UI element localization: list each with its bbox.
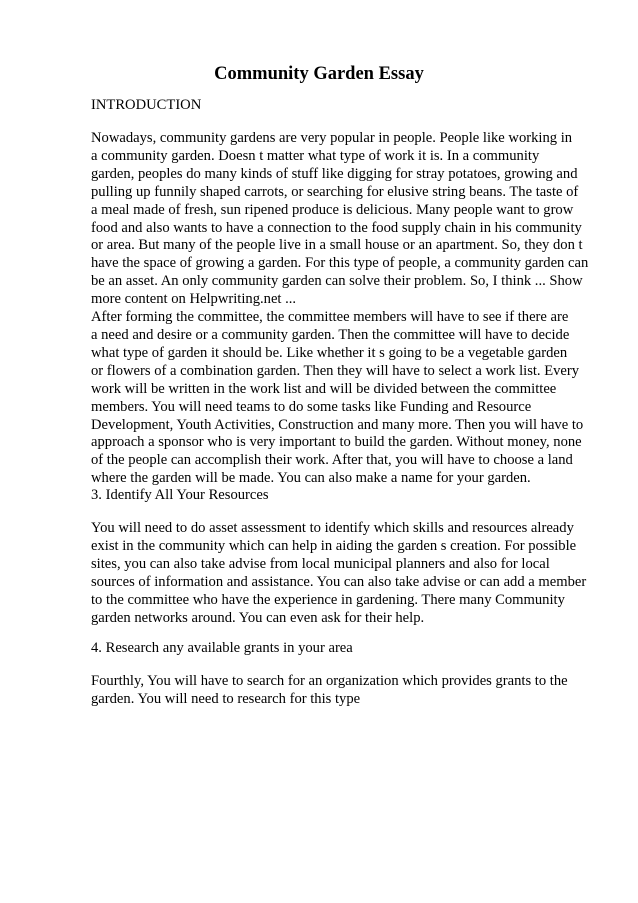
text-line: Nowadays, community gardens are very popular in people. People like working in [91,130,573,146]
text-line: You will need to do asset assessment to identify which skills and resources already [91,520,574,536]
text-line: a need and desire or a community garden. Then the committee will have to decide [91,326,570,343]
text-line: a community garden. Doesn t matter what type of work it is. In a community [91,147,540,164]
text-line: what type of garden it should be. Like whether it s going to be a vegetable garden [91,344,568,361]
text-line: where the garden will be made. You can also make a name for your garden. [91,470,531,487]
paragraph-grants [91,673,591,709]
text-line: of the people can accomplish their work. After that, you will have to choose a land [91,452,573,469]
text-line: more content on Helpwriting.net ... [91,291,297,308]
text-line: members. You will need teams to do some tasks like Funding and Resource [91,398,532,415]
paragraph-resources [91,520,591,627]
text-line: garden, peoples do many kinds of stuff like digging for stray potatoes, growing and [91,165,578,182]
text-line: After forming the committee, the committee members will have to see if there are [91,309,569,326]
text-line: garden. You will need to research for this type [91,690,361,707]
paragraph-intro [91,130,591,488]
page-title: Community Garden Essay [214,64,424,84]
text-line: have the space of growing a garden. For this type of people, a community garden can [91,255,589,272]
text-line: food and also wants to have a connection to the food supply chain in his community [91,219,582,236]
text-line: be an asset. An only community garden can solve their problem. So, I think ... Show [91,273,583,290]
text-line: sites, you can also take advise from local municipal planners and also for local [91,555,550,572]
text-line: a meal made of fresh, sun ripened produce is delicious. Many people want to grow [91,201,574,218]
text-line: sources of information and assistance. You can also take advise or can add a member [91,573,587,590]
text-line: exist in the community which can help in aiding the garden s creation. For possible [91,537,577,554]
text-line: to the committee who have the experience in gardening. There many Community [91,591,565,608]
text-line: Fourthly, You will have to search for an organization which provides grants to the [91,673,568,689]
text-line: or flowers of a combination garden. Then they will have to select a work list. Every [91,362,580,379]
text-line: pulling up funnily shaped carrots, or searching for elusive string beans. The taste of [91,183,579,200]
intro-heading: INTRODUCTION [91,97,202,113]
text-line: Development, Youth Activities, Construction and many more. Then you will have to [91,416,584,433]
text-line: approach a sponsor who is very important to build the garden. Without money, none [91,434,582,451]
section-heading-resources: 3. Identify All Your Resources [91,487,269,503]
text-line: garden networks around. You can even ask for their help. [91,609,425,626]
section-heading-grants: 4. Research any available grants in your area [91,640,353,656]
text-line: work will be written in the work list and will be divided between the committee [91,380,557,397]
text-line: or area. But many of the people live in a small house or an apartment. So, they don t [91,237,583,254]
